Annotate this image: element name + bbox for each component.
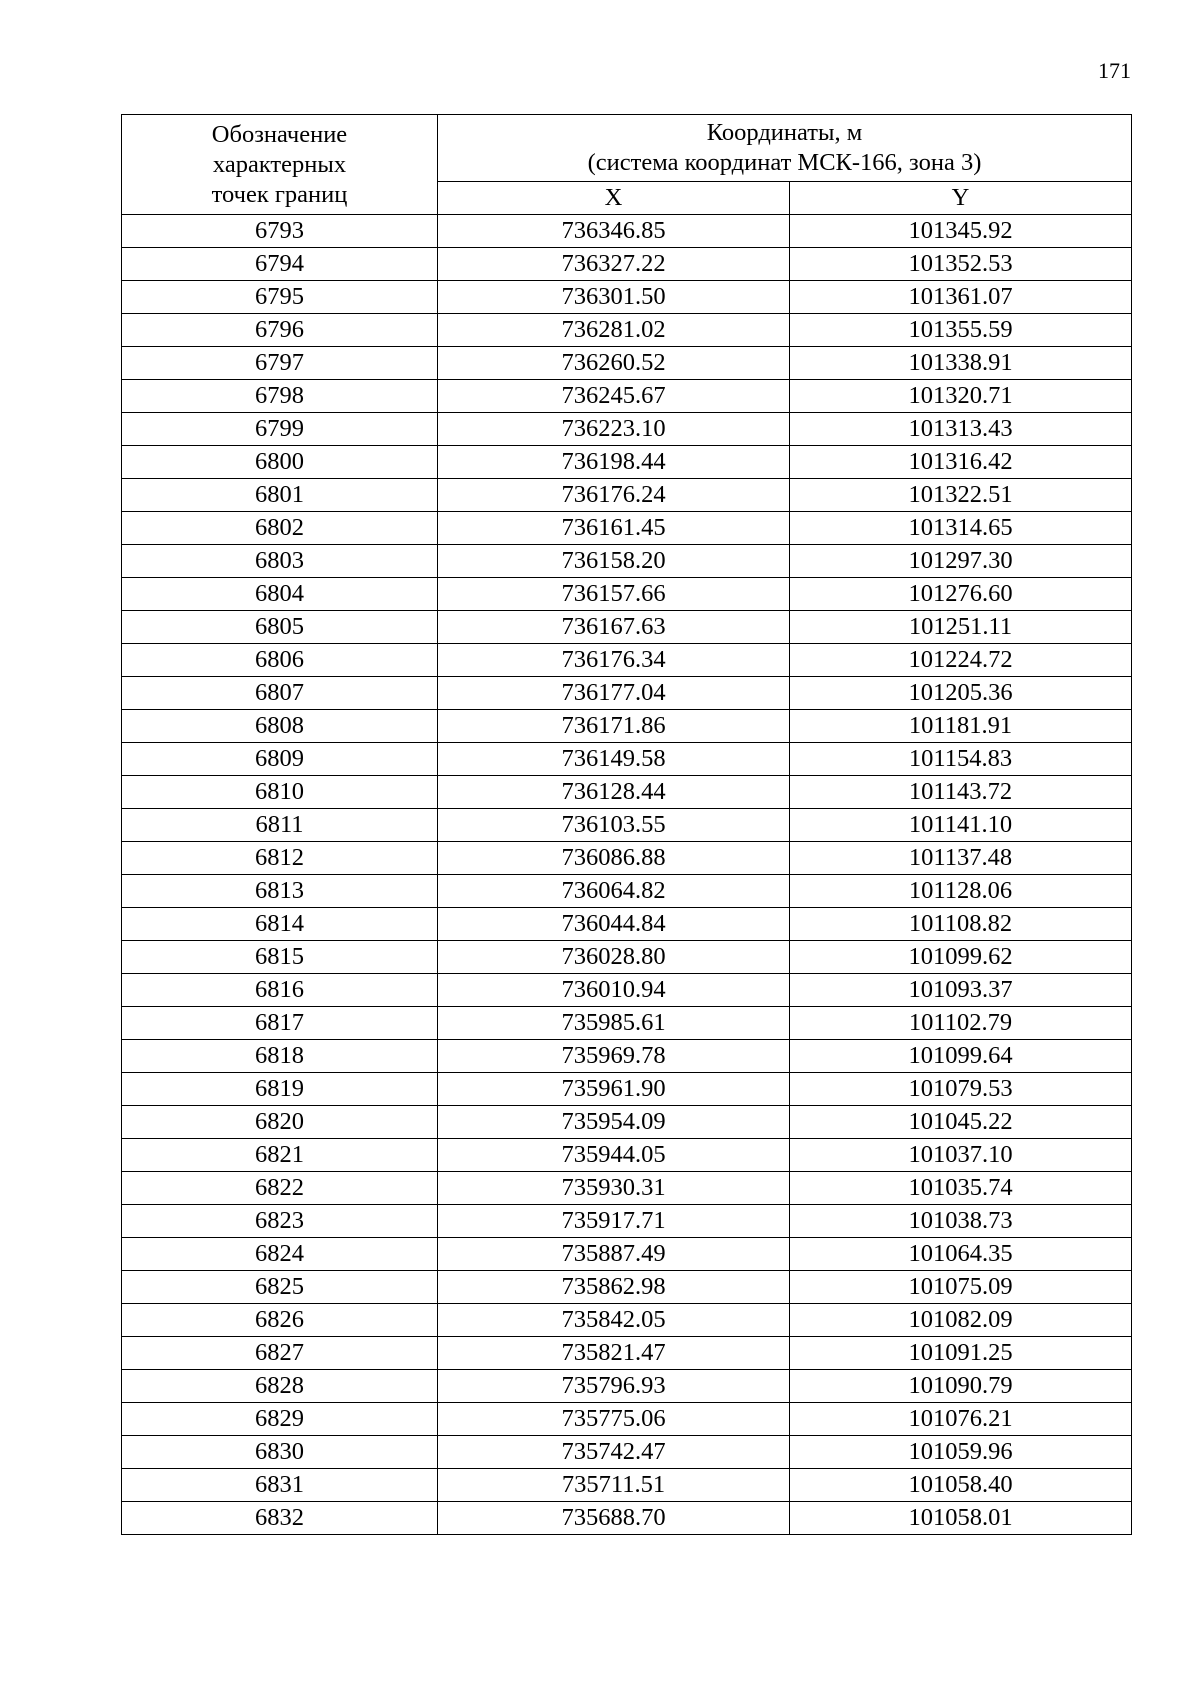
y-coordinate-cell: 101137.48 bbox=[790, 842, 1132, 875]
x-coordinate-cell: 735821.47 bbox=[438, 1337, 790, 1370]
x-coordinate-cell: 735775.06 bbox=[438, 1403, 790, 1436]
table-row bbox=[122, 1436, 1132, 1469]
point-id-cell: 6812 bbox=[122, 842, 438, 875]
point-id-cell: 6828 bbox=[122, 1370, 438, 1403]
point-id-cell: 6807 bbox=[122, 677, 438, 710]
y-coordinate-cell: 101320.71 bbox=[790, 380, 1132, 413]
point-id-cell: 6796 bbox=[122, 314, 438, 347]
point-id-cell: 6813 bbox=[122, 875, 438, 908]
point-id-cell: 6794 bbox=[122, 248, 438, 281]
point-id-cell: 6801 bbox=[122, 479, 438, 512]
table-row bbox=[122, 644, 1132, 677]
table-row bbox=[122, 1205, 1132, 1238]
point-id-cell: 6800 bbox=[122, 446, 438, 479]
point-id-cell: 6823 bbox=[122, 1205, 438, 1238]
point-id-cell: 6811 bbox=[122, 809, 438, 842]
x-coordinate-cell: 735862.98 bbox=[438, 1271, 790, 1304]
y-coordinate-cell: 101090.79 bbox=[790, 1370, 1132, 1403]
y-coordinate-cell: 101316.42 bbox=[790, 446, 1132, 479]
x-coordinate-cell: 735887.49 bbox=[438, 1238, 790, 1271]
x-coordinate-cell: 735944.05 bbox=[438, 1139, 790, 1172]
point-id-cell: 6825 bbox=[122, 1271, 438, 1304]
point-id-cell: 6803 bbox=[122, 545, 438, 578]
x-coordinate-cell: 735688.70 bbox=[438, 1502, 790, 1535]
y-coordinate-cell: 101322.51 bbox=[790, 479, 1132, 512]
x-coordinate-cell: 735930.31 bbox=[438, 1172, 790, 1205]
x-coordinate-cell: 735842.05 bbox=[438, 1304, 790, 1337]
y-coordinate-cell: 101058.01 bbox=[790, 1502, 1132, 1535]
y-coordinate-cell: 101276.60 bbox=[790, 578, 1132, 611]
x-coordinate-cell: 736245.67 bbox=[438, 380, 790, 413]
x-coordinate-cell: 735742.47 bbox=[438, 1436, 790, 1469]
x-coordinate-cell: 736149.58 bbox=[438, 743, 790, 776]
y-coordinate-cell: 101141.10 bbox=[790, 809, 1132, 842]
table-row bbox=[122, 479, 1132, 512]
table-row bbox=[122, 1172, 1132, 1205]
coordinates-header bbox=[438, 115, 1132, 182]
point-id-cell: 6831 bbox=[122, 1469, 438, 1502]
x-coordinate-cell: 736010.94 bbox=[438, 974, 790, 1007]
y-coordinate-cell: 101059.96 bbox=[790, 1436, 1132, 1469]
table-row bbox=[122, 347, 1132, 380]
y-coordinate-cell: 101058.40 bbox=[790, 1469, 1132, 1502]
x-coordinate-cell: 736176.24 bbox=[438, 479, 790, 512]
point-id-cell: 6830 bbox=[122, 1436, 438, 1469]
point-id-cell: 6810 bbox=[122, 776, 438, 809]
x-coordinate-cell: 735961.90 bbox=[438, 1073, 790, 1106]
x-coordinate-cell: 735954.09 bbox=[438, 1106, 790, 1139]
table-row bbox=[122, 545, 1132, 578]
x-coordinate-cell: 736301.50 bbox=[438, 281, 790, 314]
point-id-cell: 6809 bbox=[122, 743, 438, 776]
y-coordinate-cell: 101099.62 bbox=[790, 941, 1132, 974]
y-coordinate-cell: 101082.09 bbox=[790, 1304, 1132, 1337]
y-coordinate-cell: 101099.64 bbox=[790, 1040, 1132, 1073]
x-coordinate-cell: 736198.44 bbox=[438, 446, 790, 479]
table-header bbox=[122, 115, 1132, 215]
coordinates-table bbox=[121, 114, 1132, 1535]
x-coordinate-cell: 736044.84 bbox=[438, 908, 790, 941]
table-row bbox=[122, 1403, 1132, 1436]
x-coordinate-cell: 736223.10 bbox=[438, 413, 790, 446]
point-id-cell: 6817 bbox=[122, 1007, 438, 1040]
y-coordinate-cell: 101035.74 bbox=[790, 1172, 1132, 1205]
table-row bbox=[122, 875, 1132, 908]
point-designation-header bbox=[122, 115, 438, 215]
y-coordinate-cell: 101091.25 bbox=[790, 1337, 1132, 1370]
table-row bbox=[122, 1271, 1132, 1304]
table-row bbox=[122, 1370, 1132, 1403]
point-id-cell: 6808 bbox=[122, 710, 438, 743]
x-coordinate-cell: 736128.44 bbox=[438, 776, 790, 809]
y-coordinate-cell: 101045.22 bbox=[790, 1106, 1132, 1139]
y-coordinate-cell: 101352.53 bbox=[790, 248, 1132, 281]
table-row bbox=[122, 842, 1132, 875]
x-coordinate-cell: 736171.86 bbox=[438, 710, 790, 743]
point-id-cell: 6802 bbox=[122, 512, 438, 545]
table-row bbox=[122, 578, 1132, 611]
table-row bbox=[122, 941, 1132, 974]
point-designation-header-line: Обозначение bbox=[211, 120, 348, 148]
point-id-cell: 6820 bbox=[122, 1106, 438, 1139]
table-body bbox=[122, 215, 1132, 1535]
x-column-header: X bbox=[438, 182, 790, 215]
table-row bbox=[122, 809, 1132, 842]
table-row bbox=[122, 1502, 1132, 1535]
table-row bbox=[122, 1073, 1132, 1106]
y-coordinate-cell: 101108.82 bbox=[790, 908, 1132, 941]
x-coordinate-cell: 736281.02 bbox=[438, 314, 790, 347]
table-row bbox=[122, 248, 1132, 281]
point-id-cell: 6797 bbox=[122, 347, 438, 380]
x-coordinate-cell: 735711.51 bbox=[438, 1469, 790, 1502]
table-row bbox=[122, 1139, 1132, 1172]
point-id-cell: 6832 bbox=[122, 1502, 438, 1535]
table-row bbox=[122, 1007, 1132, 1040]
y-coordinate-cell: 101181.91 bbox=[790, 710, 1132, 743]
table-row bbox=[122, 1304, 1132, 1337]
y-coordinate-cell: 101102.79 bbox=[790, 1007, 1132, 1040]
y-coordinate-cell: 101064.35 bbox=[790, 1238, 1132, 1271]
y-coordinate-cell: 101313.43 bbox=[790, 413, 1132, 446]
table-row bbox=[122, 380, 1132, 413]
x-coordinate-cell: 736086.88 bbox=[438, 842, 790, 875]
point-id-cell: 6826 bbox=[122, 1304, 438, 1337]
table-row bbox=[122, 677, 1132, 710]
x-coordinate-cell: 736158.20 bbox=[438, 545, 790, 578]
point-id-cell: 6829 bbox=[122, 1403, 438, 1436]
y-coordinate-cell: 101143.72 bbox=[790, 776, 1132, 809]
point-id-cell: 6804 bbox=[122, 578, 438, 611]
table-row bbox=[122, 776, 1132, 809]
table-row bbox=[122, 1337, 1132, 1370]
table-row bbox=[122, 1040, 1132, 1073]
x-coordinate-cell: 736103.55 bbox=[438, 809, 790, 842]
page-number: 171 bbox=[1098, 58, 1131, 83]
point-id-cell: 6805 bbox=[122, 611, 438, 644]
y-coordinate-cell: 101338.91 bbox=[790, 347, 1132, 380]
y-coordinate-cell: 101205.36 bbox=[790, 677, 1132, 710]
table-row bbox=[122, 1469, 1132, 1502]
x-coordinate-cell: 735796.93 bbox=[438, 1370, 790, 1403]
coordinates-header-line: Координаты, м bbox=[706, 119, 863, 146]
x-coordinate-cell: 736028.80 bbox=[438, 941, 790, 974]
x-coordinate-cell: 736327.22 bbox=[438, 248, 790, 281]
point-id-cell: 6821 bbox=[122, 1139, 438, 1172]
table-row bbox=[122, 974, 1132, 1007]
table-row bbox=[122, 743, 1132, 776]
x-coordinate-cell: 735969.78 bbox=[438, 1040, 790, 1073]
point-id-cell: 6818 bbox=[122, 1040, 438, 1073]
y-coordinate-cell: 101355.59 bbox=[790, 314, 1132, 347]
x-coordinate-cell: 736176.34 bbox=[438, 644, 790, 677]
point-id-cell: 6827 bbox=[122, 1337, 438, 1370]
point-id-cell: 6819 bbox=[122, 1073, 438, 1106]
table-row bbox=[122, 710, 1132, 743]
point-id-cell: 6806 bbox=[122, 644, 438, 677]
table-row bbox=[122, 446, 1132, 479]
y-column-header: Y bbox=[790, 182, 1132, 215]
y-coordinate-cell: 101079.53 bbox=[790, 1073, 1132, 1106]
table-row bbox=[122, 611, 1132, 644]
table-row bbox=[122, 281, 1132, 314]
x-coordinate-cell: 736167.63 bbox=[438, 611, 790, 644]
x-coordinate-cell: 736157.66 bbox=[438, 578, 790, 611]
point-designation-header-line: характерных bbox=[212, 150, 347, 178]
table-row bbox=[122, 314, 1132, 347]
point-id-cell: 6795 bbox=[122, 281, 438, 314]
y-coordinate-cell: 101224.72 bbox=[790, 644, 1132, 677]
y-coordinate-cell: 101251.11 bbox=[790, 611, 1132, 644]
y-coordinate-cell: 101076.21 bbox=[790, 1403, 1132, 1436]
x-coordinate-cell: 736346.85 bbox=[438, 215, 790, 248]
point-designation-header-line: точек границ bbox=[211, 180, 348, 208]
y-coordinate-cell: 101037.10 bbox=[790, 1139, 1132, 1172]
header-row bbox=[122, 115, 1132, 182]
y-coordinate-cell: 101075.09 bbox=[790, 1271, 1132, 1304]
y-coordinate-cell: 101093.37 bbox=[790, 974, 1132, 1007]
x-coordinate-cell: 735917.71 bbox=[438, 1205, 790, 1238]
table-row bbox=[122, 413, 1132, 446]
point-id-cell: 6798 bbox=[122, 380, 438, 413]
x-coordinate-cell: 736260.52 bbox=[438, 347, 790, 380]
x-coordinate-cell: 736161.45 bbox=[438, 512, 790, 545]
point-id-cell: 6814 bbox=[122, 908, 438, 941]
point-id-cell: 6816 bbox=[122, 974, 438, 1007]
x-coordinate-cell: 735985.61 bbox=[438, 1007, 790, 1040]
y-coordinate-cell: 101038.73 bbox=[790, 1205, 1132, 1238]
table-row bbox=[122, 1238, 1132, 1271]
table-row bbox=[122, 215, 1132, 248]
point-id-cell: 6815 bbox=[122, 941, 438, 974]
table-row bbox=[122, 1106, 1132, 1139]
coordinates-header-line: (система координат МСК-166, зона 3) bbox=[587, 149, 982, 176]
x-coordinate-cell: 736177.04 bbox=[438, 677, 790, 710]
point-id-cell: 6793 bbox=[122, 215, 438, 248]
y-coordinate-cell: 101361.07 bbox=[790, 281, 1132, 314]
point-id-cell: 6799 bbox=[122, 413, 438, 446]
y-coordinate-cell: 101345.92 bbox=[790, 215, 1132, 248]
y-coordinate-cell: 101128.06 bbox=[790, 875, 1132, 908]
y-coordinate-cell: 101297.30 bbox=[790, 545, 1132, 578]
y-coordinate-cell: 101314.65 bbox=[790, 512, 1132, 545]
point-id-cell: 6824 bbox=[122, 1238, 438, 1271]
y-coordinate-cell: 101154.83 bbox=[790, 743, 1132, 776]
table-row bbox=[122, 512, 1132, 545]
x-coordinate-cell: 736064.82 bbox=[438, 875, 790, 908]
table-row bbox=[122, 908, 1132, 941]
point-id-cell: 6822 bbox=[122, 1172, 438, 1205]
